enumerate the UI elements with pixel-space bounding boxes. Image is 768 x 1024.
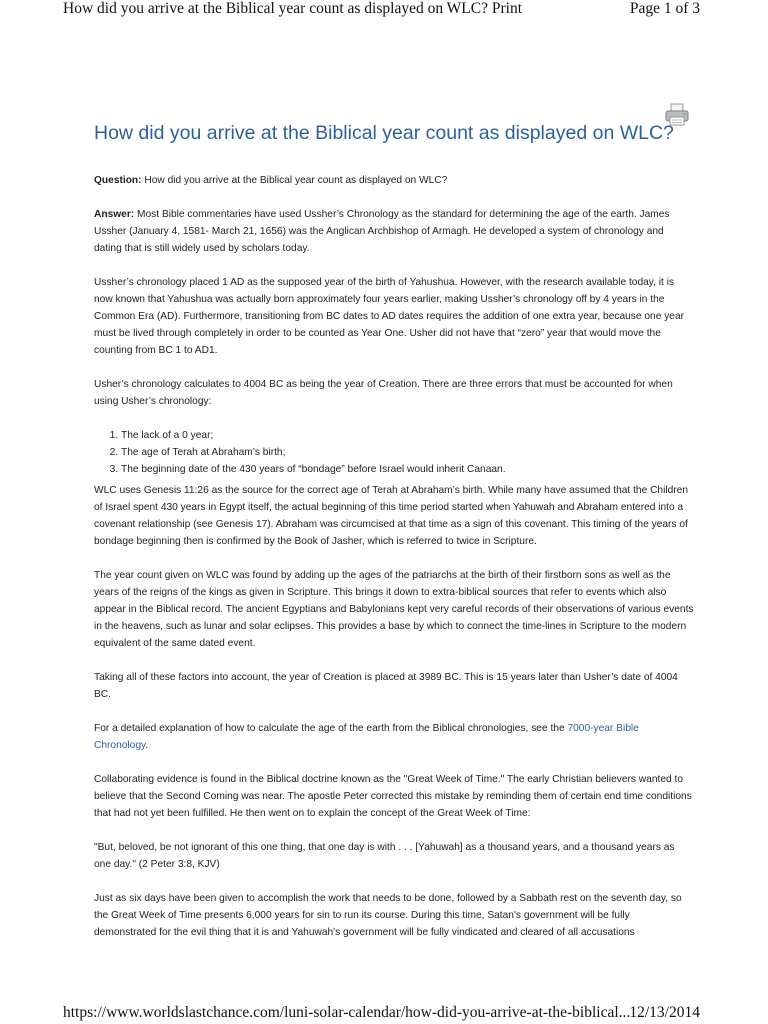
chronology-link[interactable]: 7000-year Bible Chronology xyxy=(94,723,639,751)
detail-paragraph xyxy=(94,720,694,754)
footer-date: 12/13/2014 xyxy=(629,1004,700,1021)
ussher-bc-paragraph: Usher’s chronology calculates to 4004 BC as being the year of Creation. There are three errors that must be accounted for when using Usher’s chronology: xyxy=(94,379,673,407)
great-week-paragraph: Collaborating evidence is found in the Biblical doctrine known as the "Great Week of Time." The early Christian believers wanted to believe that the Second Coming was near. The apostle Peter corrected this mistake by reminding them of certain end time conditions that had not yet been fulfilled. He then went on to explain the concept of the Great Week of Time: xyxy=(94,774,692,819)
header-title: How did you arrive at the Biblical year count as displayed on WLC? Print xyxy=(63,0,523,17)
article-title: How did you arrive at the Biblical year count as displayed on WLC? xyxy=(94,122,674,144)
errors-list xyxy=(94,427,694,478)
ussher-ad-paragraph: Ussher’s chronology placed 1 AD as the supposed year of the birth of Yahushua. However, with the research available today, it is now known that Yahushua was actually born approximately four years earlier, making Ussher’s chronology off by 4 years in the Common Era (AD). Furthermore, transitioning from BC dates to AD dates requires the addition of one extra year, because one year must be lived through completely in order to be counted as Year One. Usher did not have that “zero” year that would move the counting from BC 1 to AD1. xyxy=(94,277,685,356)
year-count-paragraph: The year count given on WLC was found by adding up the ages of the patriarchs at the birth of their firstborn sons as well as the years of the reigns of the kings as given in Scripture. This brings it down to extra-biblical sources that refer to events which also appear in the Biblical record. The ancient Egyptians and Babylonians kept very careful records of their observations of various events in the heavens, such as lunar and solar eclipses. This provides a base by which to connect the time-lines in Scripture to the modern equivalent of the same dated event. xyxy=(94,570,694,649)
list-item: 1. The lack of a 0 year; xyxy=(121,427,694,444)
print-header xyxy=(0,0,768,22)
print-footer xyxy=(0,1004,768,1024)
list-item: 3. The beginning date of the 430 years of “bondage” before Israel would inherit Canaan. xyxy=(121,461,694,478)
answer-paragraph xyxy=(94,206,694,257)
question-paragraph xyxy=(94,172,694,189)
six-days-paragraph: Just as six days have been given to accomplish the work that needs to be done, followed by a Sabbath rest on the seventh day, so the Great Week of Time presents 6,000 years for sin to run its course. During this time, Satan's government will be fully demonstrated for the evil thing that it is and Yahuwah's government will be fully vindicated and cleared of all accusations xyxy=(94,893,682,938)
list-item: 2. The age of Terah at Abraham’s birth; xyxy=(121,444,694,461)
creation-paragraph: Taking all of these factors into account, the year of Creation is placed at 3989 BC. This is 15 years later than Usher’s date of 4004 BC. xyxy=(94,672,678,700)
header-page-number: Page 1 of 3 xyxy=(629,0,700,17)
genesis-paragraph: WLC uses Genesis 11:26 as the source for the correct age of Terah at Abraham’s birth. While many have assumed that the Children of Israel spent 430 years in Egypt itself, the actual beginning of this time period started when Yahuwah and Abraham entered into a covenant relationship (see Genesis 17). Abraham was circumcised at that time as a sign of this covenant. This timing of the years of bondage beginning then is confirmed by the Book of Jasher, which is referred to twice in Scripture. xyxy=(94,485,689,547)
answer-label: Answer: xyxy=(94,209,135,220)
footer-url: https://www.worldslastchance.com/luni-solar-calendar/how-did-you-arrive-at-the-biblical... xyxy=(63,1004,631,1021)
answer-text: Most Bible commentaries have used Ussher’s Chronology as the standard for determining the age of the earth. James Ussher (January 4, 1581- March 21, 1656) was the Anglican Archbishop of Armagh. He developed a system of chronology and dating that is still widely used by scholars today. xyxy=(94,209,670,254)
question-text: How did you arrive at the Biblical year count as displayed on WLC? xyxy=(141,175,448,186)
question-label: Question: xyxy=(94,175,142,186)
article-body xyxy=(94,172,694,958)
detail-text-end: . xyxy=(145,740,149,751)
scripture-quote: "But, beloved, be not ignorant of this one thing, that one day is with . . . [Yahuwah] as a thousand years, and a thousand years as one day." (2 Peter 3:8, KJV) xyxy=(94,842,675,870)
detail-text: For a detailed explanation of how to calculate the age of the earth from the Biblical chronologies, see the xyxy=(94,723,568,734)
